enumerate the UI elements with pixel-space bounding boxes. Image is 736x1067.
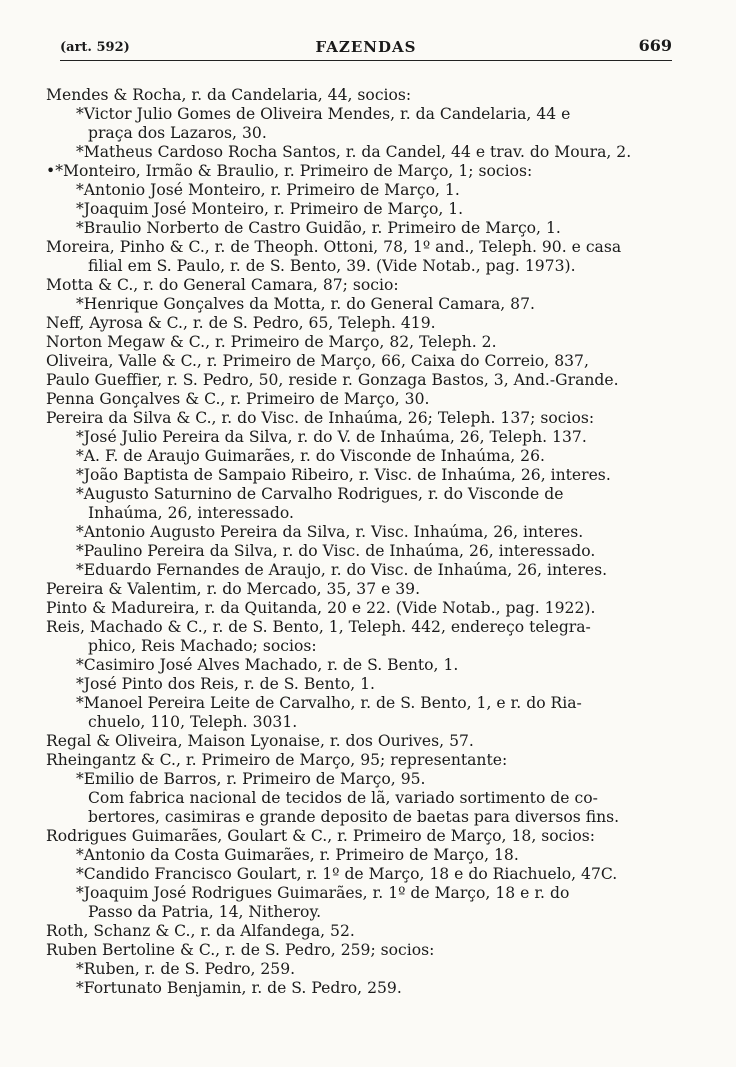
firm-entry-line: Paulo Gueffier, r. S. Pedro, 50, reside r. Gonzaga Bastos, 3, And.-Grande. (46, 371, 619, 389)
firm-entry-line: Rheingantz & C., r. Primeiro de Março, 95; representante: (46, 751, 508, 769)
page-number: 669 (638, 36, 672, 55)
partner-entry-line: *Candido Francisco Goulart, r. 1º de Março, 18 e do Riachuelo, 47C. (76, 865, 618, 883)
continuation-line: chuelo, 110, Teleph. 3031. (88, 713, 298, 731)
continuation-line: filial em S. Paulo, r. de S. Bento, 39. (Vide Notab., pag. 1973). (88, 257, 576, 275)
continuation-line: Com fabrica nacional de tecidos de lã, variado sortimento de co- (88, 789, 598, 807)
partner-entry-line: *João Baptista de Sampaio Ribeiro, r. Visc. de Inhaúma, 26, interes. (76, 466, 611, 484)
page-header (60, 38, 672, 61)
partner-entry-line: *Eduardo Fernandes de Araujo, r. do Visc. de Inhaúma, 26, interes. (76, 561, 608, 579)
partner-entry-line: *Matheus Cardoso Rocha Santos, r. da Candel, 44 e trav. do Moura, 2. (76, 143, 632, 161)
partner-entry-line: *Victor Julio Gomes de Oliveira Mendes, r. da Candelaria, 44 e (76, 105, 571, 123)
continuation-line: Passo da Patria, 14, Nitheroy. (88, 903, 322, 921)
partner-entry-line: *Joaquim José Rodrigues Guimarães, r. 1º de Março, 18 e r. do (76, 884, 570, 902)
continuation-line: praça dos Lazaros, 30. (88, 124, 267, 142)
firm-entry-line: Norton Megaw & C., r. Primeiro de Março, 82, Teleph. 2. (46, 333, 497, 351)
firm-entry-line: Penna Gonçalves & C., r. Primeiro de Março, 30. (46, 390, 430, 408)
partner-entry-line: *A. F. de Araujo Guimarães, r. do Visconde de Inhaúma, 26. (76, 447, 545, 465)
partner-entry-line: *José Julio Pereira da Silva, r. do V. de Inhaúma, 26, Teleph. 137. (76, 428, 587, 446)
partner-entry-line: *Fortunato Benjamin, r. de S. Pedro, 259. (76, 979, 402, 997)
partner-entry-line: *Henrique Gonçalves da Motta, r. do General Camara, 87. (76, 295, 535, 313)
firm-entry-line: Oliveira, Valle & C., r. Primeiro de Março, 66, Caixa do Correio, 837, (46, 352, 589, 370)
firm-entry-line: Regal & Oliveira, Maison Lyonaise, r. dos Ourives, 57. (46, 732, 474, 750)
firm-entry-line: Pereira da Silva & C., r. do Visc. de Inhaúma, 26; Teleph. 137; socios: (46, 409, 595, 427)
partner-entry-line: *Ruben, r. de S. Pedro, 259. (76, 960, 296, 978)
partner-entry-line: *Manoel Pereira Leite de Carvalho, r. de S. Bento, 1, e r. do Ria- (76, 694, 582, 712)
directory-listing (40, 86, 696, 998)
article-reference: (art. 592) (60, 40, 130, 55)
continuation-line: phico, Reis Machado; socios: (88, 637, 317, 655)
firm-entry-line: Mendes & Rocha, r. da Candelaria, 44, socios: (46, 86, 412, 104)
firm-entry-line: Reis, Machado & C., r. de S. Bento, 1, Teleph. 442, endereço telegra- (46, 618, 591, 636)
firm-entry-line: Pereira & Valentim, r. do Mercado, 35, 37 e 39. (46, 580, 421, 598)
partner-entry-line: *José Pinto dos Reis, r. de S. Bento, 1. (76, 675, 375, 693)
firm-entry-line: Pinto & Madureira, r. da Quitanda, 20 e 22. (Vide Notab., pag. 1922). (46, 599, 596, 617)
firm-entry-line: Roth, Schanz & C., r. da Alfandega, 52. (46, 922, 355, 940)
partner-entry-line: *Paulino Pereira da Silva, r. do Visc. de Inhaúma, 26, interessado. (76, 542, 596, 560)
partner-entry-line: *Antonio da Costa Guimarães, r. Primeiro de Março, 18. (76, 846, 519, 864)
page-title: FAZENDAS (315, 38, 417, 56)
firm-entry-line: Neff, Ayrosa & C., r. de S. Pedro, 65, Teleph. 419. (46, 314, 436, 332)
partner-entry-line: *Augusto Saturnino de Carvalho Rodrigues, r. do Visconde de (76, 485, 564, 503)
firm-entry-line: Ruben Bertoline & C., r. de S. Pedro, 259; socios: (46, 941, 435, 959)
continuation-line: Inhaúma, 26, interessado. (88, 504, 294, 522)
partner-entry-line: *Braulio Norberto de Castro Guidão, r. Primeiro de Março, 1. (76, 219, 561, 237)
continuation-line: bertores, casimiras e grande deposito de baetas para diversos fins. (88, 808, 620, 826)
partner-entry-line: *Antonio Augusto Pereira da Silva, r. Visc. Inhaúma, 26, interes. (76, 523, 584, 541)
partner-entry-line: *Antonio José Monteiro, r. Primeiro de Março, 1. (76, 181, 460, 199)
firm-entry-line: •*Monteiro, Irmão & Braulio, r. Primeiro de Março, 1; socios: (46, 162, 533, 180)
firm-entry-line: Rodrigues Guimarães, Goulart & C., r. Primeiro de Março, 18, socios: (46, 827, 595, 845)
partner-entry-line: *Emilio de Barros, r. Primeiro de Março, 95. (76, 770, 426, 788)
partner-entry-line: *Joaquim José Monteiro, r. Primeiro de Março, 1. (76, 200, 464, 218)
firm-entry-line: Motta & C., r. do General Camara, 87; socio: (46, 276, 399, 294)
firm-entry-line: Moreira, Pinho & C., r. de Theoph. Ottoni, 78, 1º and., Teleph. 90. e casa (46, 238, 622, 256)
partner-entry-line: *Casimiro José Alves Machado, r. de S. Bento, 1. (76, 656, 459, 674)
